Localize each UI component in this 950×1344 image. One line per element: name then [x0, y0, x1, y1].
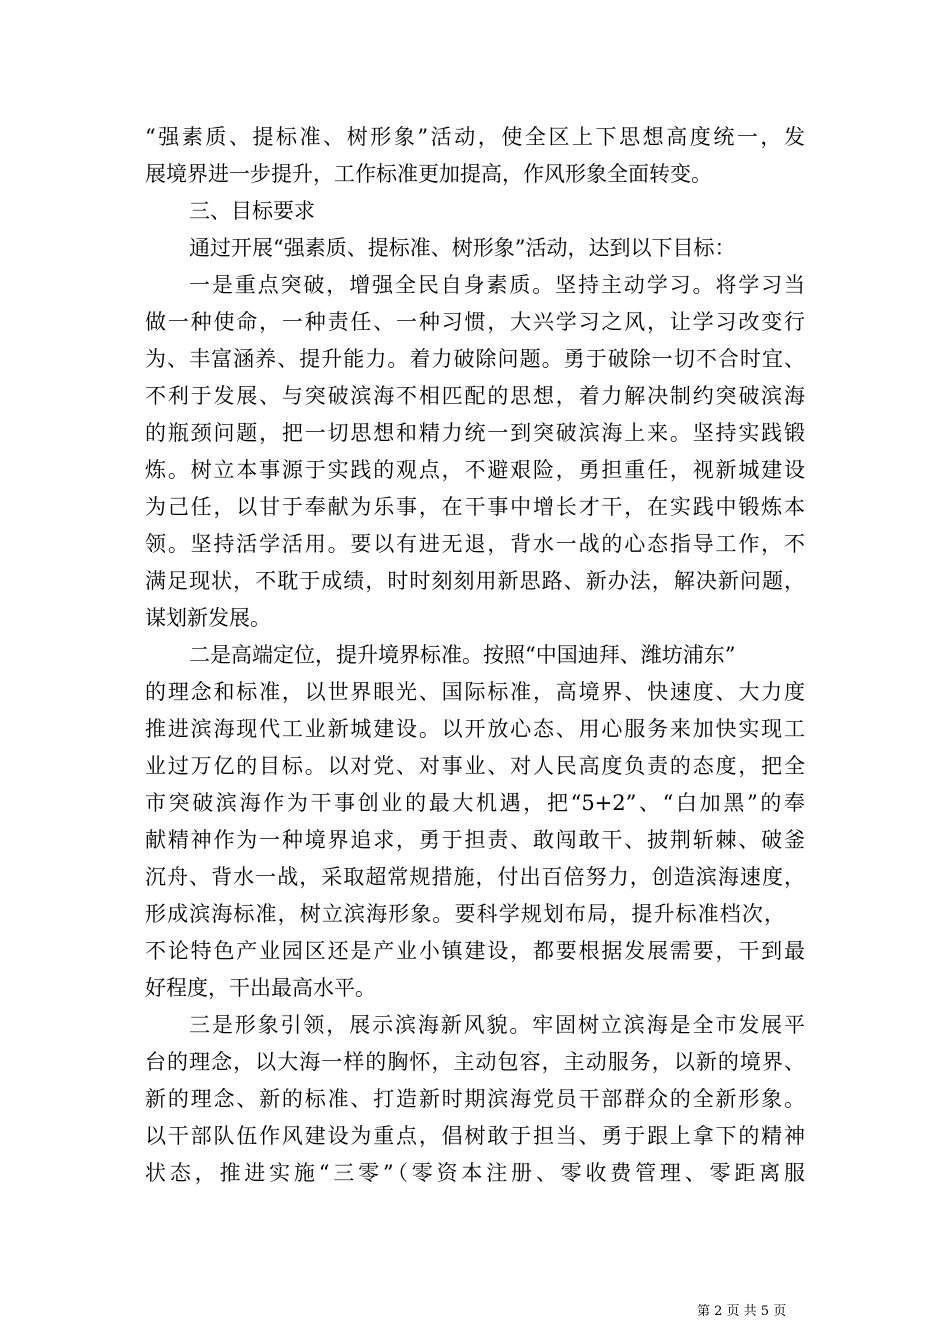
text-line: 展境界进一步提升，工作标准更加提高，作风形象全面转变。 — [145, 162, 712, 186]
text-line: 的瓶颈问题，把一切思想和精力统一到突破滨海上来。坚持实践锻 — [145, 421, 805, 445]
text-line: 新的理念、新的标准、打造新时期滨海党员干部群众的全新形象。 — [145, 1087, 805, 1111]
text-line: 不利于发展、与突破滨海不相匹配的思想，着力解决制约突破滨海 — [145, 384, 805, 408]
text-line: 沉舟、背水一战，采取超常规措施，付出百倍努力，创造滨海速度， — [145, 865, 805, 889]
text-line: 形成滨海标准，树立滨海形象。要科学规划布局，提升标准档次， — [145, 902, 785, 926]
text-line: 满足现状，不耽于成绩，时时刻刻用新思路、新办法，解决新问题， — [145, 569, 805, 593]
section-heading: 三、目标要求 — [189, 199, 315, 223]
text-line: 的理念和标准，以世界眼光、国际标准，高境界、快速度、大力度 — [145, 680, 805, 704]
text-line: 为、丰富涵养、提升能力。着力破除问题。勇于破除一切不合时宜、 — [145, 347, 805, 371]
text-line: 一是重点突破，增强全民自身素质。坚持主动学习。将学习当 — [189, 273, 805, 297]
text-line: 好程度，干出最高水平。 — [145, 976, 376, 1000]
text-line: 以干部队伍作风建设为重点，倡树敢于担当、勇于跟上拿下的精神 — [145, 1124, 805, 1148]
text-line: 通过开展“强素质、提标准、树形象”活动，达到以下目标： — [189, 236, 736, 260]
text-line: 为己任，以甘于奉献为乐事，在干事中增长才干，在实践中锻炼本 — [145, 495, 805, 519]
text-line: 业过万亿的目标。以对党、对事业、对人民高度负责的态度，把全 — [145, 754, 805, 778]
text-line: 谋划新发展。 — [145, 606, 271, 630]
text-line: 做一种使命，一种责任、一种习惯，大兴学习之风，让学习改变行 — [145, 310, 805, 334]
text-line: 炼。树立本事源于实践的观点，不避艰险，勇担重任，视新城建设 — [145, 458, 805, 482]
text-line: “强素质、提标准、树形象”活动，使全区上下思想高度统一，发 — [145, 125, 805, 149]
text-line: 市突破滨海作为干事创业的最大机遇，把“5+2”、“白加黑”的奉 — [145, 791, 805, 815]
text-line: 三是形象引领，展示滨海新风貌。牢固树立滨海是全市发展平 — [189, 1013, 805, 1037]
text-line: 推进滨海现代工业新城建设。以开放心态、用心服务来加快实现工 — [145, 717, 805, 741]
text-line: 不论特色产业园区还是产业小镇建设，都要根据发展需要，干到最 — [145, 939, 805, 963]
text-line: 台的理念，以大海一样的胸怀，主动包容，主动服务，以新的境界、 — [145, 1050, 805, 1074]
text-line: 二是高端定位，提升境界标准。按照“中国迪拜、潍坊浦东” — [189, 643, 736, 667]
text-line: 领。坚持活学活用。要以有进无退，背水一战的心态指导工作，不 — [145, 532, 805, 556]
text-line: 状态，推进实施“三零”（零资本注册、零收费管理、零距离服 — [145, 1161, 805, 1185]
page-number: 第 2 页 共 5 页 — [697, 1304, 787, 1319]
text-line: 献精神作为一种境界追求，勇于担责、敢闯敢干、披荆斩棘、破釜 — [145, 828, 805, 852]
